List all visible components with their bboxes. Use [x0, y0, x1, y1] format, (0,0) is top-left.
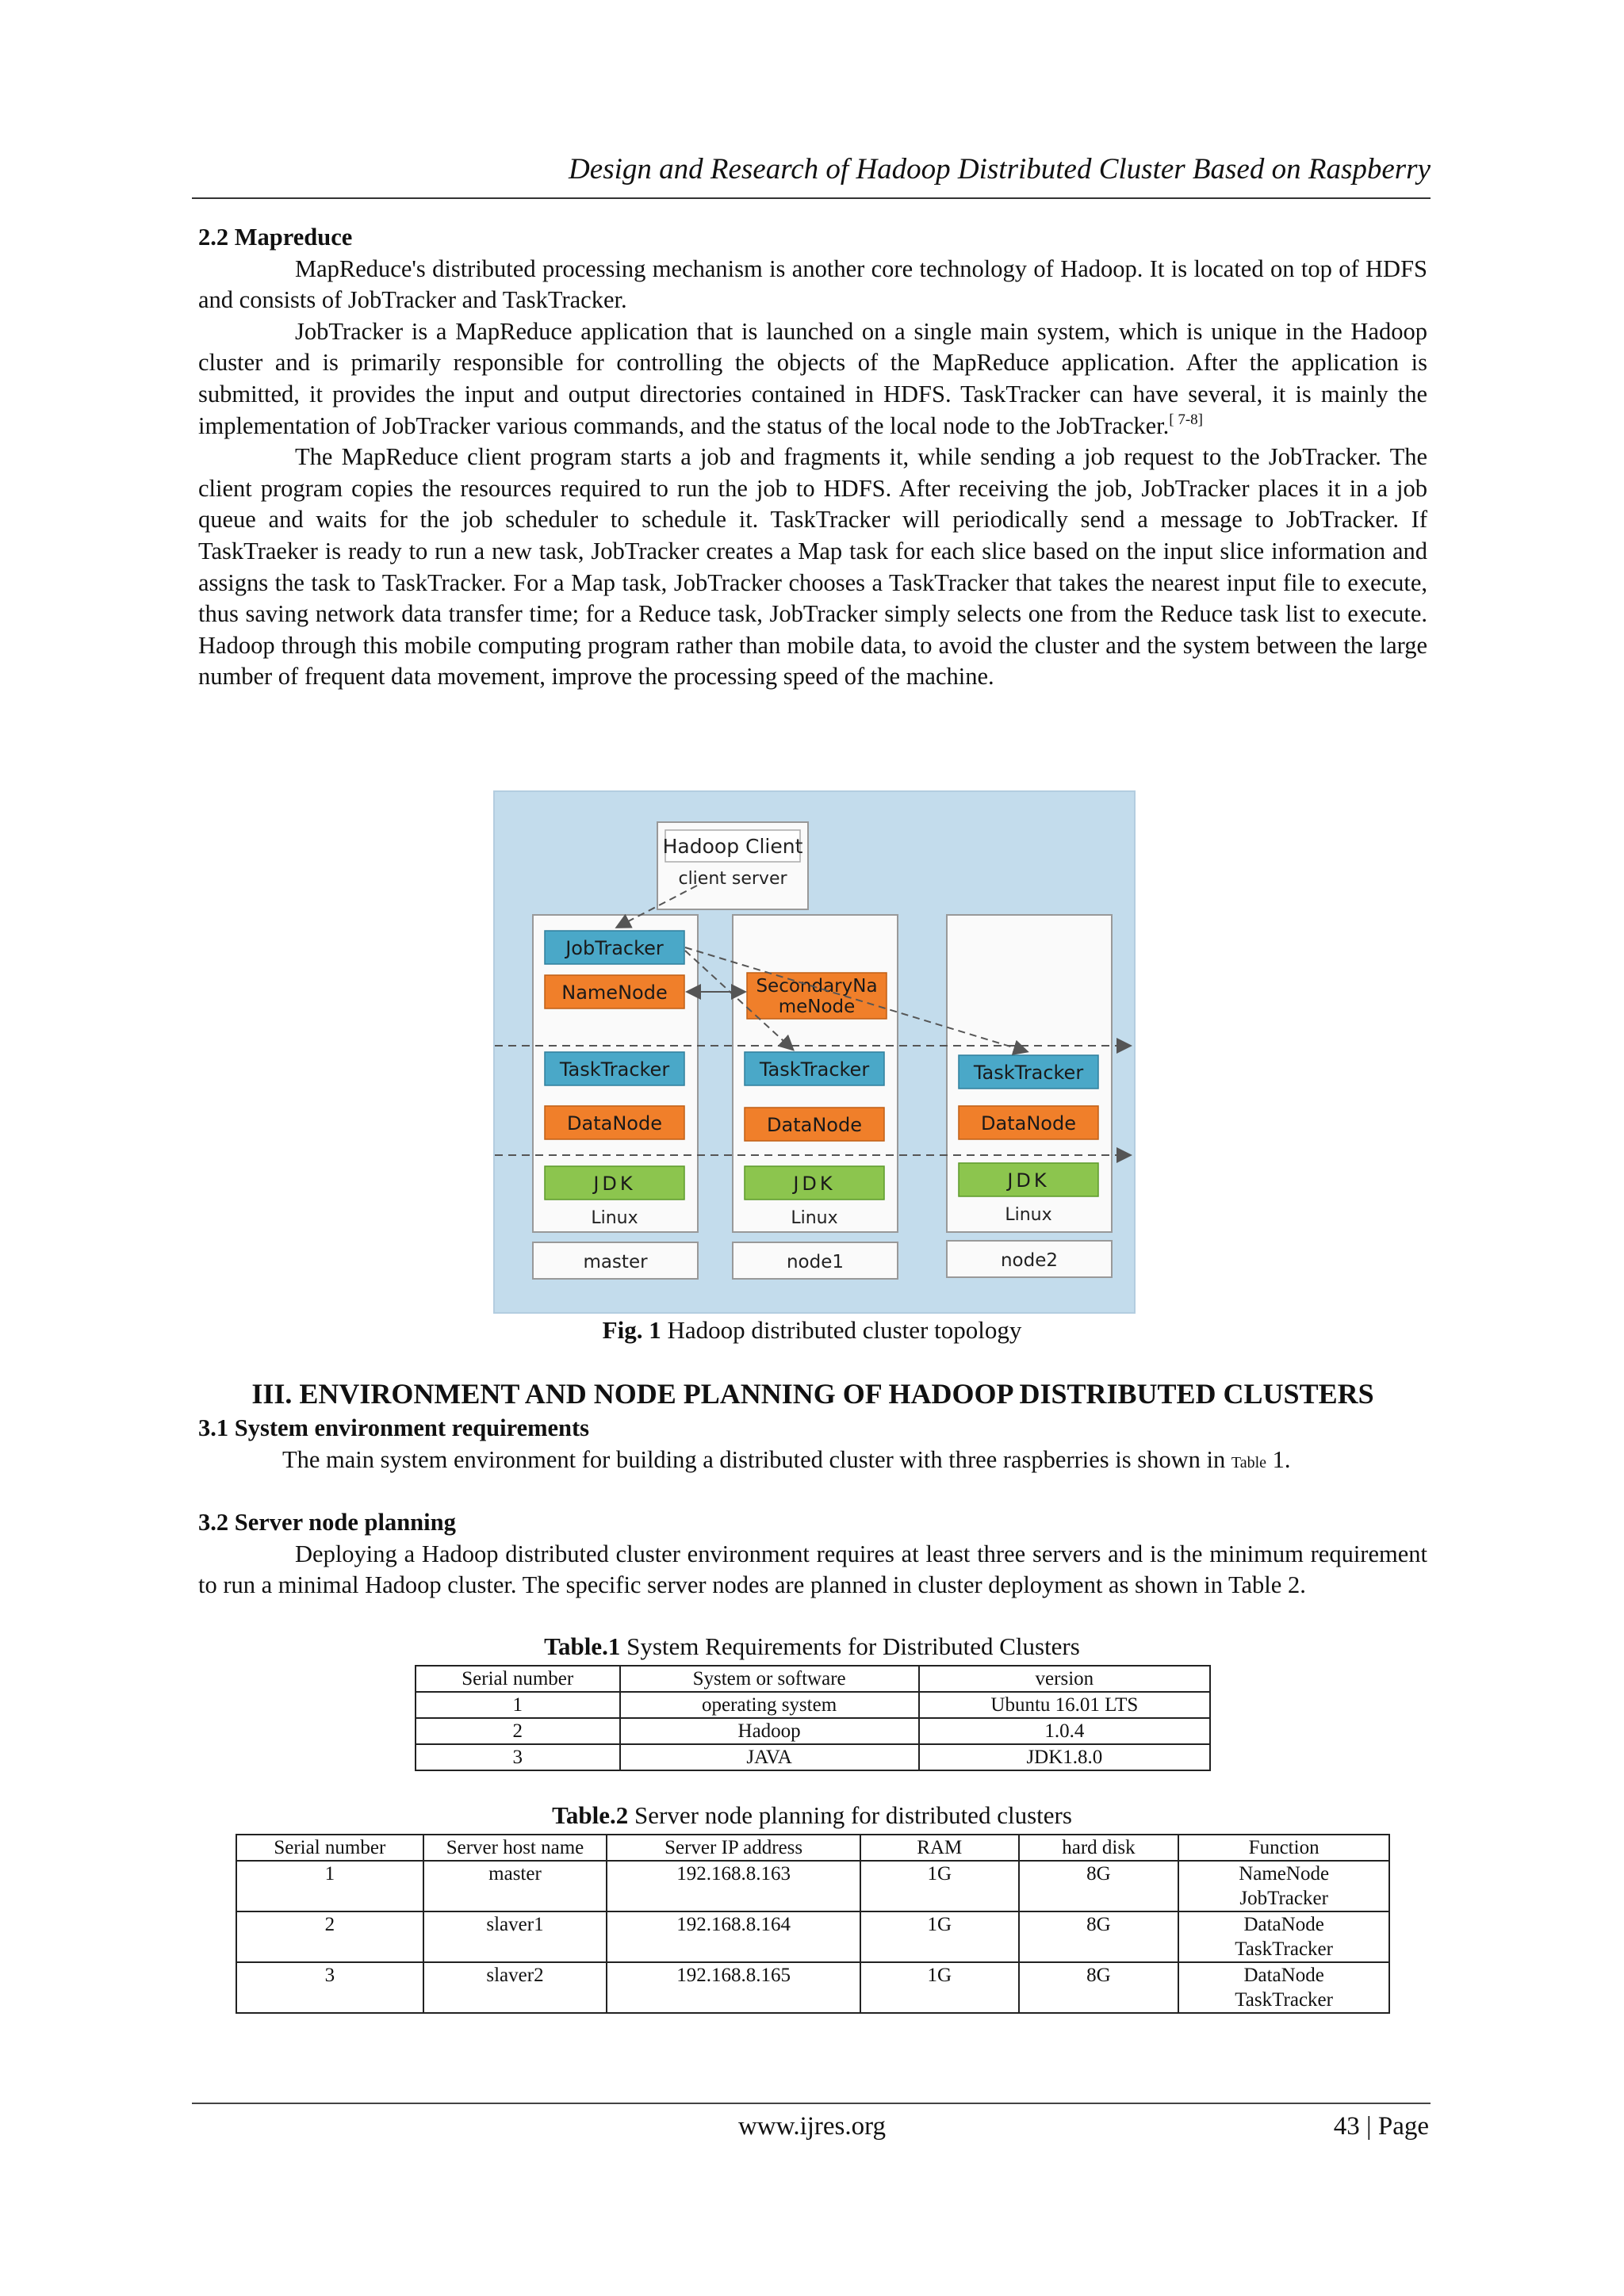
table2-caption-label: Table.2: [552, 1801, 629, 1829]
node-label-node2: node2: [1000, 1250, 1059, 1271]
topology-diagram: [495, 792, 1134, 1312]
section-2-2: [198, 222, 1427, 693]
table-cell: 1G: [860, 1861, 1019, 1911]
table-header: Serial number: [236, 1835, 423, 1861]
paragraph-text: JobTracker is a MapReduce application that is launched on a single main system, which is unique in the Hadoop cluster and is primarily responsible for controlling the objects of the MapReduce application. After the application is submitted, it provides the input and output directories contained in HDFS. TaskTracker can have several, it is mainly the implementation of JobTracker various commands, and the status of the local node to the JobTracker.: [198, 317, 1427, 439]
table-cell: operating system: [620, 1692, 919, 1718]
table2-caption-text: Server node planning for distributed clusters: [628, 1801, 1072, 1829]
table-cell: master: [423, 1861, 607, 1911]
footer-url: www.ijres.org: [737, 2112, 887, 2141]
table-row: [416, 1718, 1210, 1744]
table-cell-function: [1178, 1962, 1389, 2013]
node1-jdk: JDK: [793, 1173, 836, 1195]
table-cell: 2: [416, 1718, 620, 1744]
table-cell: Hadoop: [620, 1718, 919, 1744]
node2-tasktracker: TaskTracker: [973, 1062, 1084, 1084]
table-row: [416, 1744, 1210, 1770]
table-ref-num: 1.: [1266, 1445, 1291, 1473]
table-cell: JAVA: [620, 1744, 919, 1770]
paragraph: [198, 316, 1427, 442]
master-linux: Linux: [591, 1208, 638, 1228]
paragraph-text: The main system environment for building a distributed cluster with three raspberries is shown in: [282, 1445, 1226, 1473]
node-label-node1: node1: [786, 1252, 845, 1272]
table-row: [236, 1861, 1389, 1911]
paragraph: The MapReduce client program starts a job and fragments it, while sending a job request to the JobTracker. The client program copies the resources required to run the job to HDFS. After receiving the job, JobTracker places it in a job queue and waits for the job scheduler to schedule it. TaskTracker will periodically send a message to JobTracker. If TaskTraeker is ready to run a new task, JobTracker creates a Map task for each slice based on the input slice information and assigns the task to TaskTracker. For a Map task, JobTracker chooses a TaskTracker that takes the nearest input file to execute, thus saving network data transfer time; for a Reduce task, JobTracker simply selects one from the Reduce task list to execute. Hadoop through this mobile computing program rather than mobile data, to avoid the cluster and the system between the large number of frequent data movement, improve the processing speed of the machine.: [198, 443, 1427, 691]
node1-secondarynamenode-line1: SecondaryNa: [756, 976, 878, 997]
table-cell: 1: [416, 1692, 620, 1718]
master-namenode: NameNode: [561, 982, 668, 1004]
node1-linux: Linux: [791, 1208, 838, 1228]
function-line: DataNode: [1243, 1914, 1324, 1935]
table-cell: 1: [236, 1861, 423, 1911]
table-cell: 3: [416, 1744, 620, 1770]
node2-linux: Linux: [1005, 1205, 1052, 1225]
table2-caption: [0, 1801, 1624, 1830]
table-cell: 1G: [860, 1962, 1019, 2013]
table-cell-function: [1178, 1861, 1389, 1911]
paragraph: Deploying a Hadoop distributed cluster environment requires at least three servers and is the minimum requirement to run a minimal Hadoop cluster. The specific server nodes are planned in cluster deployment as shown in Table 2.: [198, 1540, 1427, 1599]
function-line: NameNode: [1239, 1863, 1330, 1885]
hadoop-client-label: Hadoop Client: [662, 835, 803, 858]
node2-datanode: DataNode: [981, 1112, 1076, 1135]
table-header: version: [919, 1666, 1210, 1692]
citation: [ 7-8]: [1169, 411, 1204, 428]
running-header: Design and Research of Hadoop Distributed Cluster Based on Raspberry: [192, 152, 1431, 199]
master-jdk: JDK: [593, 1173, 636, 1195]
section-3-2: [198, 1507, 1427, 1601]
table-row: [236, 1911, 1389, 1962]
table-cell: 8G: [1019, 1861, 1179, 1911]
subsection-heading: 3.2 Server node planning: [198, 1509, 456, 1536]
figure-caption: [0, 1316, 1624, 1345]
table-cell: 1G: [860, 1911, 1019, 1962]
node-label-master: master: [583, 1252, 648, 1272]
node1-tasktracker: TaskTracker: [759, 1058, 870, 1081]
node1-datanode: DataNode: [767, 1114, 862, 1136]
section-3-1: [198, 1413, 1427, 1479]
table-header: Serial number: [416, 1666, 620, 1692]
table-cell: JDK1.8.0: [919, 1744, 1210, 1770]
node2-jdk: JDK: [1007, 1169, 1050, 1192]
function-line: TaskTracker: [1235, 1938, 1333, 1960]
node1-secondarynamenode-line2: meNode: [778, 997, 856, 1017]
table-header: hard disk: [1019, 1835, 1179, 1861]
table-cell: 2: [236, 1911, 423, 1962]
table-cell: 8G: [1019, 1911, 1179, 1962]
table-cell: 3: [236, 1962, 423, 2013]
table2: [236, 1834, 1390, 2014]
table-header-row: [416, 1666, 1210, 1692]
section-heading: 2.2 Mapreduce: [198, 224, 353, 251]
master-datanode: DataNode: [567, 1112, 662, 1135]
table-row: [236, 1962, 1389, 2013]
client-server-label: client server: [678, 869, 787, 889]
table-header: RAM: [860, 1835, 1019, 1861]
table-ref-small: Table: [1231, 1453, 1267, 1471]
footer-rule: [192, 2103, 1431, 2104]
paragraph: MapReduce's distributed processing mechanism is another core technology of Hadoop. It is located on top of HDFS and consists of JobTracker and TaskTracker.: [198, 254, 1427, 314]
table-cell: 192.168.8.163: [607, 1861, 860, 1911]
table-cell: 192.168.8.164: [607, 1911, 860, 1962]
table1: [415, 1665, 1211, 1771]
figure-caption-label: Fig. 1: [602, 1316, 661, 1344]
figure-hadoop-topology: [493, 790, 1136, 1314]
master-tasktracker: TaskTracker: [559, 1058, 670, 1081]
table1-caption-label: Table.1: [544, 1632, 621, 1660]
table-cell: 1.0.4: [919, 1718, 1210, 1744]
function-line: TaskTracker: [1235, 1989, 1333, 2011]
table-cell: Ubuntu 16.01 LTS: [919, 1692, 1210, 1718]
table1-caption-text: System Requirements for Distributed Clusters: [620, 1632, 1080, 1660]
table-cell: 192.168.8.165: [607, 1962, 860, 2013]
subsection-heading: 3.1 System environment requirements: [198, 1414, 590, 1441]
footer-page-number: 43 | Page: [1333, 2112, 1429, 2141]
function-line: DataNode: [1243, 1965, 1324, 1986]
section-title: III. ENVIRONMENT AND NODE PLANNING OF HADOOP DISTRIBUTED CLUSTERS: [251, 1378, 1374, 1410]
table-header: System or software: [620, 1666, 919, 1692]
table1-caption: [0, 1632, 1624, 1661]
table-cell: slaver1: [423, 1911, 607, 1962]
table-header: Server IP address: [607, 1835, 860, 1861]
figure-caption-text: Hadoop distributed cluster topology: [661, 1316, 1022, 1344]
table-row: [416, 1692, 1210, 1718]
table-cell: 8G: [1019, 1962, 1179, 2013]
table-cell-function: [1178, 1911, 1389, 1962]
table-cell: slaver2: [423, 1962, 607, 2013]
table-header-row: [236, 1835, 1389, 1861]
master-jobtracker: JobTracker: [565, 937, 664, 959]
function-line: JobTracker: [1239, 1888, 1328, 1909]
table-header: Server host name: [423, 1835, 607, 1861]
table-header: Function: [1178, 1835, 1389, 1861]
paragraph: [198, 1445, 1427, 1479]
